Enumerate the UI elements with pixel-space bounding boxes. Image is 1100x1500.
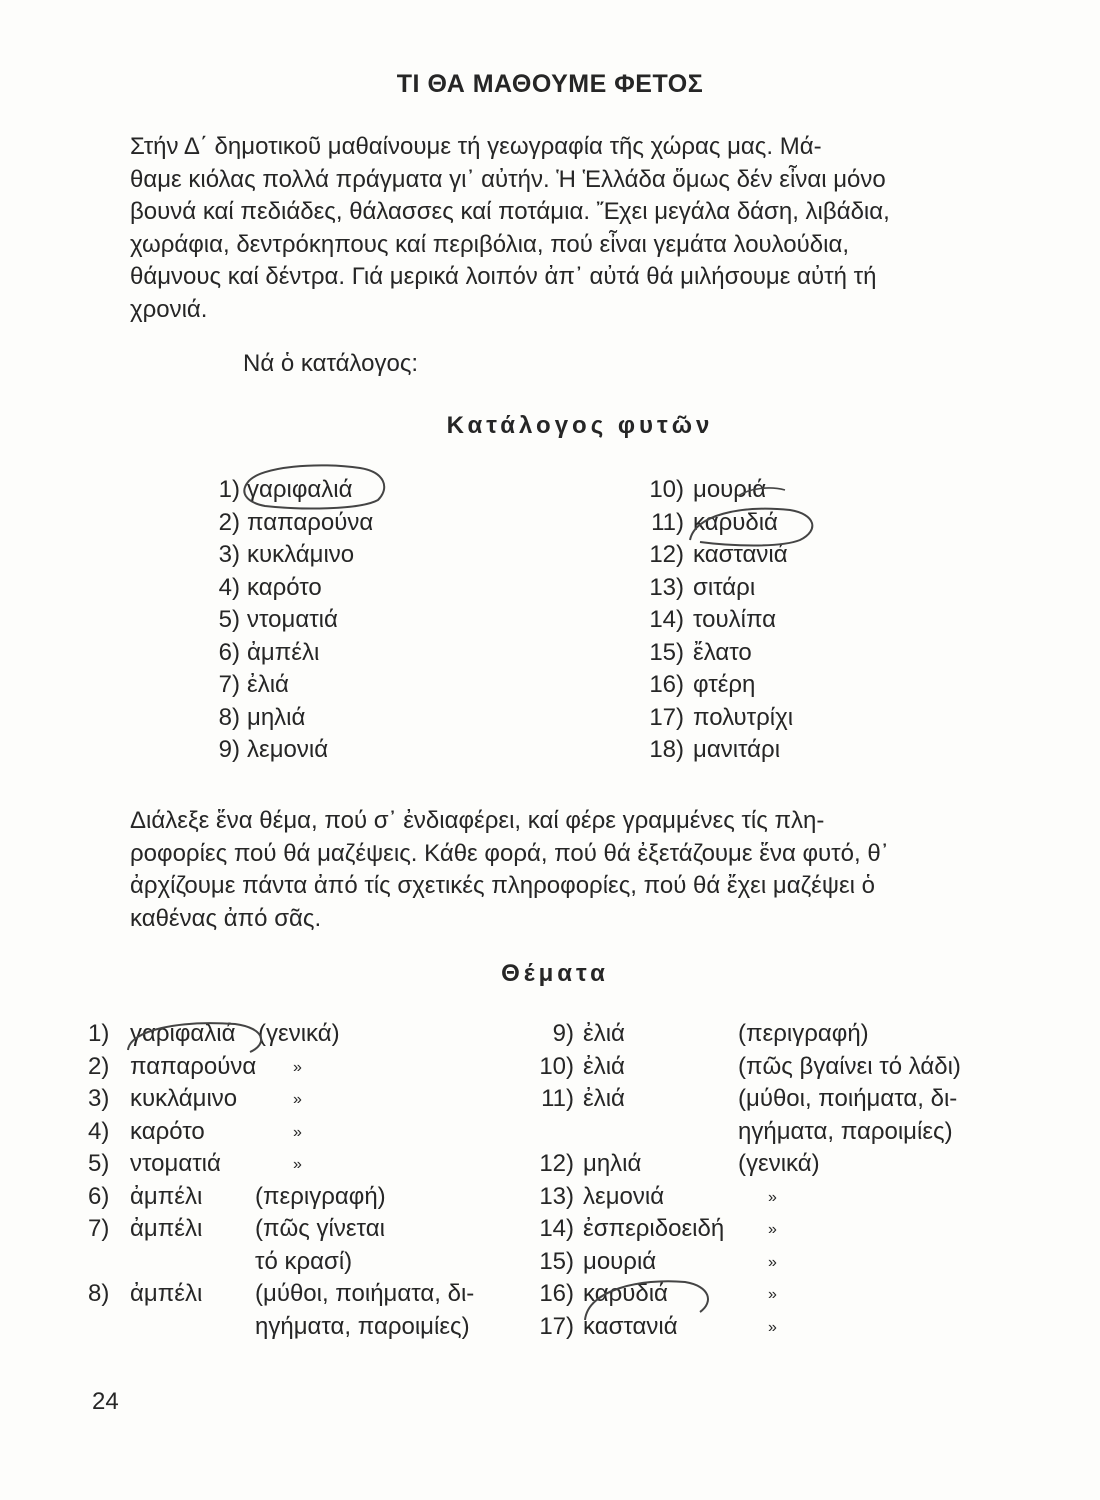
item-note: (πῶς βγαίνει τό λάδι): [738, 1052, 961, 1080]
item-name: καρυδιά: [693, 508, 778, 536]
item-name: λεμονιά: [247, 736, 329, 763]
intro-paragraph: [130, 131, 975, 326]
item-note: »: [768, 1188, 777, 1206]
list-item: [200, 671, 289, 703]
choose-line: Διάλεξε ἕνα θέμα, πού σ᾽ ἐνδιαφέρει, καί φέρε γραμμένες τίς πλη-: [130, 807, 825, 834]
intro-line: βουνά καί πεδιάδες, θάλασσες καί ποτάμια. Ἔχει μεγάλα δάση, λιβάδια,: [130, 198, 890, 225]
item-name: μουριά: [693, 476, 767, 503]
item-name: σιτάρι: [693, 573, 756, 601]
item-note: »: [768, 1221, 777, 1238]
item-number: 10): [649, 476, 684, 503]
item-note: »: [768, 1286, 777, 1303]
item-note: ηγήματα, παροιμίες): [738, 1117, 953, 1145]
item-number: 12): [539, 1150, 574, 1177]
item-name: ἔλατο: [693, 638, 752, 666]
list-item: [200, 736, 329, 768]
item-note: (περιγραφή): [255, 1182, 386, 1210]
choose-line: καθένας ἀπό σᾶς.: [130, 904, 322, 932]
item-number: 8): [218, 703, 240, 731]
item-name: ἐλιά: [247, 671, 289, 698]
page-title: ΤΙ ΘΑ ΜΑΘΟΥΜΕ ΦΕΤΟΣ: [396, 70, 704, 98]
item-note: »: [293, 1091, 302, 1108]
item-name: μηλιά: [583, 1150, 642, 1177]
item-name: ἐλιά: [583, 1020, 625, 1047]
intro-line: θαμε κιόλας πολλά πράγματα γι᾽ αὐτήν. Ἡ Ἑλλάδα ὅμως δέν εἶναι μόνο: [130, 165, 886, 193]
item-number: 3): [88, 1085, 110, 1112]
item-name: φτέρη: [693, 671, 756, 698]
item-number: 14): [539, 1215, 574, 1242]
list-item: [200, 638, 320, 671]
item-number: 4): [88, 1117, 110, 1145]
intro-line: χρονιά.: [130, 295, 208, 323]
item-name: ἀμπέλι: [130, 1280, 203, 1307]
intro-line: θάμνους καί δέντρα. Γιά μερικά λοιπόν ἀπ᾽ αὐτά θά μιλήσουμε αὐτή τή: [130, 263, 877, 290]
item-name: μουριά: [583, 1247, 657, 1275]
item-name: κυκλάμινο: [130, 1085, 238, 1112]
choose-paragraph: [130, 805, 960, 935]
catalog-lead: Νά ὁ κατάλογος:: [243, 350, 419, 377]
item-name: καρυδιά: [583, 1280, 668, 1307]
page-number: 24: [92, 1388, 119, 1415]
item-name: ἐλιά: [583, 1085, 625, 1112]
item-number: 6): [88, 1182, 110, 1210]
item-name: ἀμπέλι: [130, 1182, 203, 1210]
item-note: »: [293, 1058, 302, 1076]
choose-line: ἀρχίζουμε πάντα ἀπό τίς σχετικές πληροφορίες, πού θά ἔχει μαζέψει ὁ: [130, 872, 876, 899]
item-note: (πῶς γίνεται: [255, 1215, 385, 1242]
item-number: 7): [218, 671, 240, 698]
item-name: τουλίπα: [693, 606, 777, 633]
item-name: μηλιά: [247, 703, 306, 731]
list-item: [200, 476, 353, 508]
item-name: παπαρούνα: [130, 1052, 257, 1080]
item-name: ντοματιά: [247, 606, 338, 633]
item-number: 15): [649, 638, 684, 666]
item-number: 13): [539, 1182, 574, 1210]
item-number: 3): [218, 541, 240, 568]
item-name: πολυτρίχι: [693, 703, 794, 731]
item-note: (γενικά): [258, 1020, 340, 1047]
item-number: 9): [552, 1020, 574, 1047]
item-number: 2): [88, 1052, 110, 1080]
item-note: (μύθοι, ποιήματα, δι-: [738, 1085, 958, 1112]
list-item: [200, 606, 338, 638]
item-number: 6): [218, 638, 240, 666]
item-name: ἀμπέλι: [247, 638, 320, 666]
item-number: 10): [539, 1052, 574, 1080]
item-number: 7): [88, 1215, 110, 1242]
list-item: [200, 541, 355, 573]
item-note: (μύθοι, ποιήματα, δι-: [255, 1280, 475, 1307]
list-item: [630, 671, 756, 703]
choose-line: ροφορίες πού θά μαζέψεις. Κάθε φορά, πού θά ἐξετάζουμε ἕνα φυτό, θ᾽: [130, 839, 889, 867]
item-number: 11): [651, 508, 684, 536]
item-name: γαριφαλιά: [247, 476, 353, 503]
item-note: (περιγραφή): [738, 1020, 869, 1047]
list-item: [200, 573, 322, 606]
item-name: καρότο: [247, 573, 322, 601]
intro-line: Στήν Δ΄ δημοτικοῦ μαθαίνουμε τή γεωγραφία τῆς χώρας μας. Μά-: [130, 133, 822, 160]
list-item: [630, 638, 752, 671]
item-name: καστανιά: [583, 1312, 678, 1340]
item-number: 1): [88, 1020, 110, 1047]
item-number: 17): [649, 703, 684, 731]
item-number: 1): [218, 476, 240, 503]
list-item: [630, 541, 788, 573]
item-name: ἐσπεριδοειδή: [583, 1215, 725, 1242]
item-note: »: [293, 1156, 302, 1173]
item-note: ηγήματα, παροιμίες): [255, 1312, 470, 1340]
item-number: 4): [218, 573, 240, 601]
list-item: [200, 508, 374, 541]
item-name: καστανιά: [693, 541, 788, 568]
list-item: [200, 703, 306, 736]
item-number: 16): [539, 1280, 574, 1307]
item-note: »: [768, 1253, 777, 1271]
item-name: κυκλάμινο: [247, 541, 355, 568]
item-number: 17): [539, 1312, 574, 1340]
item-number: 16): [649, 671, 684, 698]
item-number: 5): [218, 606, 240, 633]
item-name: ἀμπέλι: [130, 1215, 203, 1242]
item-note: τό κρασί): [255, 1247, 353, 1275]
list-item: [630, 476, 767, 508]
item-number: 13): [649, 573, 684, 601]
item-name: καρότο: [130, 1117, 205, 1145]
item-number: 12): [649, 541, 684, 568]
item-number: 11): [541, 1085, 574, 1112]
item-name: λεμονιά: [583, 1182, 665, 1210]
item-name: ἐλιά: [583, 1052, 625, 1080]
list-item: [630, 508, 778, 541]
catalog-heading: Κατάλογος φυτῶν: [446, 412, 714, 439]
list-item: [630, 606, 777, 638]
list-item: [630, 573, 756, 606]
item-number: 9): [218, 736, 240, 763]
item-note: »: [768, 1318, 777, 1336]
item-number: 15): [539, 1247, 574, 1275]
list-item: [630, 703, 794, 736]
item-name: παπαρούνα: [247, 508, 374, 536]
themes-heading: Θέματα: [501, 960, 609, 987]
item-name: γαριφαλιά: [130, 1020, 236, 1047]
intro-line: χωράφια, δεντρόκηπους καί περιβόλια, πού εἶναι γεμάτα λουλούδια,: [130, 230, 850, 258]
item-number: 8): [88, 1280, 110, 1307]
item-name: μανιτάρι: [693, 736, 781, 763]
item-number: 14): [649, 606, 684, 633]
item-number: 5): [88, 1150, 110, 1177]
list-item: [630, 736, 781, 768]
item-note: (γενικά): [738, 1150, 820, 1177]
item-name: ντοματιά: [130, 1150, 221, 1177]
item-note: »: [293, 1123, 302, 1141]
item-number: 18): [649, 736, 684, 763]
item-number: 2): [218, 508, 240, 536]
